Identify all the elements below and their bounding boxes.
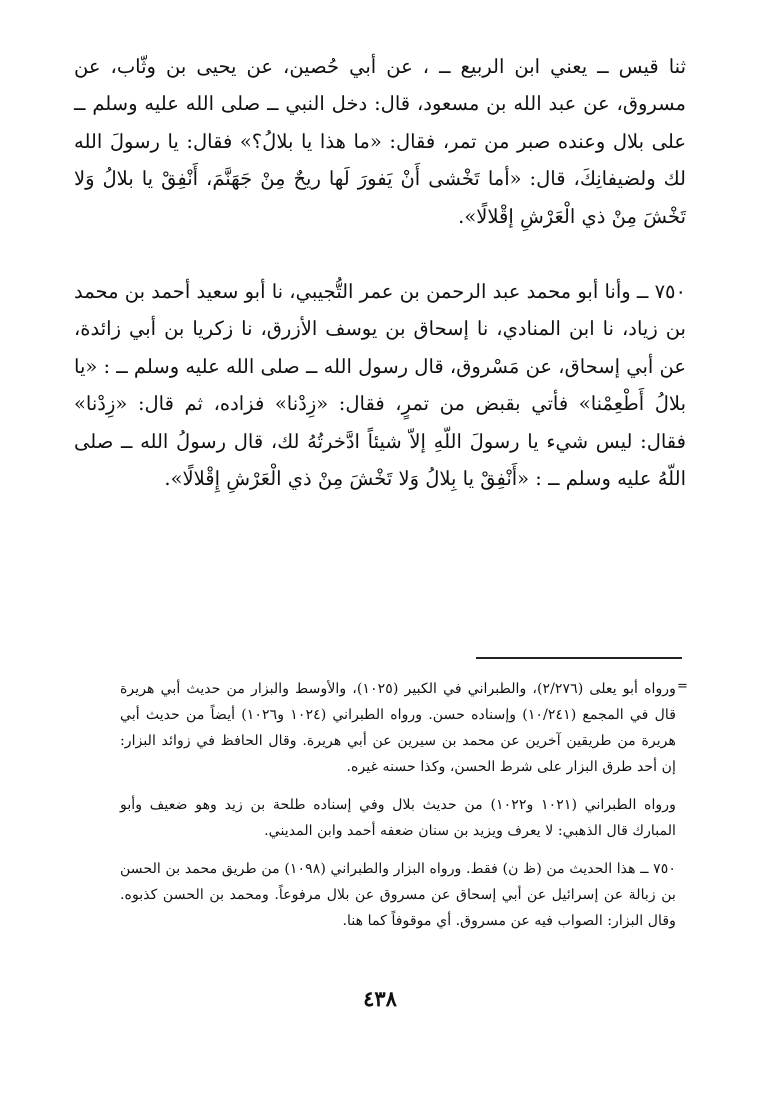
footnote-separator — [476, 657, 682, 659]
footnote-continuation-marker: = — [677, 679, 688, 694]
footnote-749-part-2: ورواه الطبراني (١٠٢١ و١٠٢٢) من حديث بلال وفي إسناده طلحة بن زيد وهو ضعيف وأبو المبارك قال الذهبي: لا يعرف ويزيد بن سنان ضعفه أحمد وابن المديني. — [120, 797, 676, 839]
hadith-749-continuation: ثنا قيس ــ يعني ابن الربيع ــ ، عن أبي حُصين، عن يحيى بن وثّاب، عن مسروق، عن عبد الله بن مسعود، قال: دخل النبي ــ صلى الله عليه وسلم ــ على بلال وعنده صبر من تمر، فقال: «ما هذا يا بلالُ؟» فقال: يا رسولَ الله لك ولضيفانِكَ، قال: «أما تَخْشى أَنْ يَفورَ لَها ريحٌ مِنْ جَهَنَّمَ، أَنْفِقْ يا بلالُ وَلا تَخْشَ مِنْ ذي الْعَرْشِ إقْلالًا». — [74, 55, 686, 228]
footnote-750: ٧٥٠ ــ هذا الحديث من (ظ ن) فقط. ورواه البزار والطبراني (١٠٩٨) من طريق محمد بن الحسن بن زبالة عن إسرائيل عن أبي إسحاق عن مسروق عن بلال مرفوعاً. ومحمد بن الحسن كذبوه. وقال البزار: الصواب فيه عن مسروق. أي موقوفاً كما هنا. — [120, 861, 677, 929]
page-number: ٤٣٨ — [363, 986, 397, 1011]
hadith-750: ٧٥٠ ــ وأنا أبو محمد عبد الرحمن بن عمر التُّجيبي، نا أبو سعيد أحمد بن محمد بن زياد، نا ابن المنادي، نا إسحاق بن يوسف الأزرق، نا زكريا بن أبي زائدة، عن أبي إسحاق، عن مَسْروق، قال رسول الله ــ صلى الله عليه وسلم ــ : «يا بلالُ أَطْعِمْنا» فأتي بقبض من تمرٍ، فقال: «زِدْنا» فزاده، ثم قال: «زِدْنا» فقال: ليس شيء يا رسولَ اللّهِ إلاّ شيئاً ادَّخرتُهُ لك، قال رسولُ الله ــ صلى اللّهُ عليه وسلم ــ : «أَنْفِقْ يا بِلالُ وَلا تَخْشَ مِنْ ذي الْعَرْشِ إِقْلالًا». — [74, 280, 686, 491]
footnote-749-part-1: ورواه أبو يعلى (٢/٢٧٦)، والطبراني في الكبير (١٠٢٥)، والأوسط والبزار من حديث أبي هريرة قال في المجمع (١٠/٢٤١) وإسناده حسن. ورواه الطبراني (١٠٢٤ و١٠٢٦) أيضاً من حديث أبي هريرة من طريقين آخرين عن محمد بن سيرين عن أبي هريرة. وقال الحافظ في زوائد البزار: إن أحد طرق البزار على شرط الحسن، وكذا حسنه غيره. — [120, 681, 677, 775]
footnotes-section — [120, 676, 676, 934]
main-text-body — [74, 48, 686, 497]
